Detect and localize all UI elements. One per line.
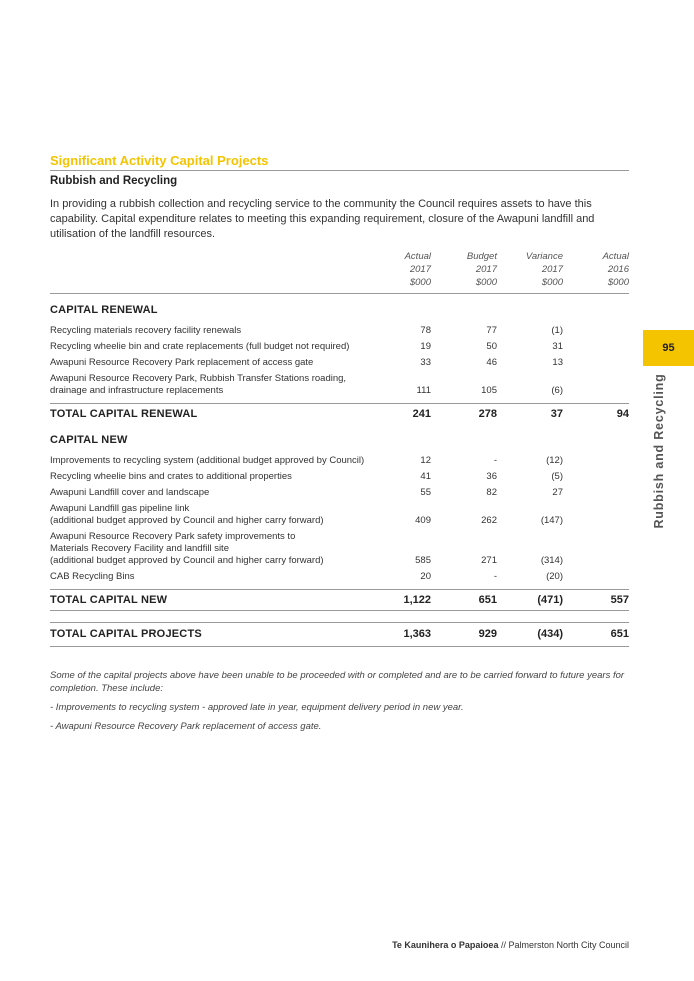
table-row (50, 471, 629, 483)
total-actual-2017: 1,122 (403, 594, 431, 606)
cell-actual-2017: 585 (415, 555, 431, 566)
capital-new-heading: CAPITAL NEW (50, 434, 128, 446)
total-capital-new-row (50, 589, 629, 611)
column-headers (50, 250, 629, 294)
column-header-actual-2017: Actual 2017 $000 (404, 251, 431, 288)
cell-budget-2017: 46 (486, 357, 497, 368)
table-row (50, 503, 629, 527)
row-label: Awapuni Landfill gas pipeline link (additional budget approved by Council and higher carry forward) (50, 503, 324, 526)
page-number-tab (643, 330, 694, 366)
page-number: 95 (662, 342, 675, 354)
cell-variance-2017: (147) (540, 515, 563, 526)
total-capital-renewal-row (50, 403, 629, 424)
column-header-variance-2017: Variance 2017 $000 (525, 251, 563, 288)
row-label: Recycling wheelie bins and crates to additional properties (50, 471, 292, 482)
document-body (50, 153, 629, 733)
cell-budget-2017: 271 (481, 555, 497, 566)
cell-actual-2017: 12 (420, 455, 431, 466)
cell-budget-2017: - (493, 571, 497, 582)
cell-variance-2017: (6) (551, 385, 563, 396)
row-label: Awapuni Resource Recovery Park replacement of access gate (50, 357, 314, 368)
total-actual-2016: 94 (616, 408, 629, 420)
table-row (50, 325, 629, 337)
total-variance-2017: (471) (537, 594, 563, 606)
table-row (50, 373, 629, 397)
cell-budget-2017: 36 (486, 471, 497, 482)
cell-variance-2017: (1) (551, 325, 563, 336)
total-actual-2016: 557 (610, 594, 629, 606)
table-row (50, 455, 629, 467)
total-budget-2017: 651 (478, 594, 497, 606)
row-label: CAB Recycling Bins (50, 571, 135, 582)
cell-actual-2017: 111 (416, 385, 431, 396)
cell-actual-2017: 409 (415, 515, 431, 526)
cell-actual-2017: 33 (420, 357, 431, 368)
note-item: - Awapuni Resource Recovery Park replacement of access gate. (50, 721, 322, 732)
cell-actual-2017: 55 (420, 487, 431, 498)
cell-actual-2017: 41 (420, 471, 431, 482)
row-label: Awapuni Resource Recovery Park safety improvements to Materials Recovery Facility and landfill site (additional budget approved by Council and higher carry forward) (50, 531, 324, 566)
total-label: TOTAL CAPITAL RENEWAL (50, 408, 198, 420)
cell-variance-2017: 31 (552, 341, 563, 352)
page-footer (392, 940, 629, 950)
column-header-actual-2016: Actual 2016 $000 (602, 251, 629, 288)
section-subtitle: Rubbish and Recycling (50, 175, 178, 187)
cell-budget-2017: 262 (481, 515, 497, 526)
total-actual-2017: 1,363 (403, 628, 431, 640)
total-budget-2017: 929 (478, 628, 497, 640)
total-variance-2017: 37 (550, 408, 563, 420)
cell-budget-2017: 50 (486, 341, 497, 352)
cell-budget-2017: 77 (486, 325, 497, 336)
cell-actual-2017: 20 (420, 571, 431, 582)
row-label: Recycling materials recovery facility renewals (50, 325, 242, 336)
cell-variance-2017: 27 (552, 487, 563, 498)
intro-paragraph: In providing a rubbish collection and recycling service to the community the Council requires assets to have this capability. Capital expenditure relates to meeting this expanding requirement, closure of the Awapuni landfill and utilisation of the landfill resources. (50, 198, 595, 240)
table-row (50, 571, 629, 583)
note-item: - Improvements to recycling system - approved late in year, equipment delivery period in new year. (50, 702, 464, 713)
chapter-side-label: Rubbish and Recycling (652, 373, 666, 529)
cell-variance-2017: (12) (546, 455, 563, 466)
total-variance-2017: (434) (537, 628, 563, 640)
total-actual-2017: 241 (412, 408, 431, 420)
row-label: Recycling wheelie bin and crate replacements (full budget not required) (50, 341, 350, 352)
cell-actual-2017: 19 (420, 341, 431, 352)
carry-forward-note: Some of the capital projects above have been unable to be proceeded with or completed and are to be carried forward to future years for completion. These include: (50, 670, 625, 694)
row-label: Awapuni Landfill cover and landscape (50, 487, 210, 498)
cell-budget-2017: 82 (486, 487, 497, 498)
table-row (50, 531, 629, 567)
total-label: TOTAL CAPITAL NEW (50, 594, 168, 606)
cell-budget-2017: 105 (481, 385, 497, 396)
cell-variance-2017: 13 (552, 357, 563, 368)
cell-variance-2017: (314) (540, 555, 563, 566)
footer-maori-name: Te Kaunihera o Papaioea (392, 940, 499, 950)
cell-actual-2017: 78 (420, 325, 431, 336)
row-label: Improvements to recycling system (additional budget approved by Council) (50, 455, 365, 466)
row-label: Awapuni Resource Recovery Park, Rubbish Transfer Stations roading, drainage and infrastructure replacements (50, 373, 347, 396)
cell-variance-2017: (20) (546, 571, 563, 582)
table-row (50, 341, 629, 353)
total-label: TOTAL CAPITAL PROJECTS (50, 628, 202, 640)
cell-budget-2017: - (493, 455, 497, 466)
total-capital-projects-row (50, 622, 629, 647)
section-title: Significant Activity Capital Projects (50, 153, 629, 171)
table-row (50, 487, 629, 499)
cell-variance-2017: (5) (551, 471, 563, 482)
total-budget-2017: 278 (478, 408, 497, 420)
capital-renewal-heading: CAPITAL RENEWAL (50, 304, 158, 316)
table-row (50, 357, 629, 369)
footer-council-name: // Palmerston North City Council (498, 940, 629, 950)
column-header-budget-2017: Budget 2017 $000 (466, 251, 497, 288)
total-actual-2016: 651 (610, 628, 629, 640)
